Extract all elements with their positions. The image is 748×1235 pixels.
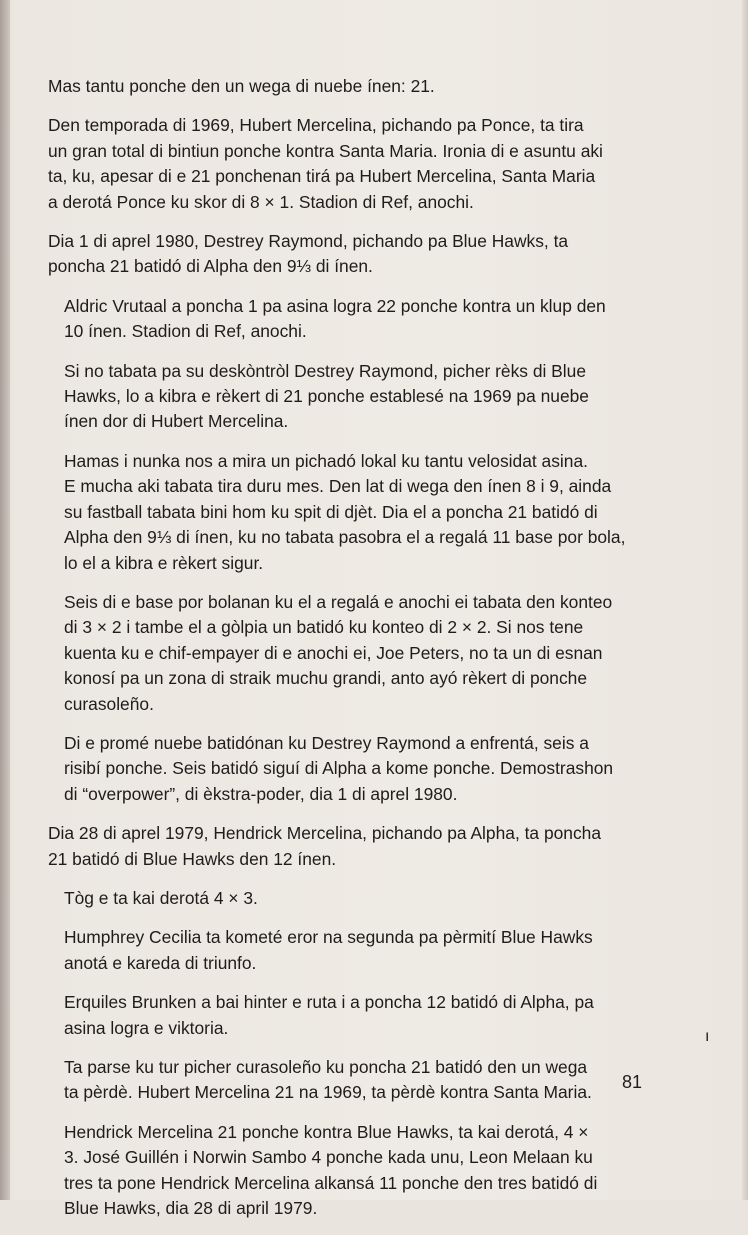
text-line: a derotá Ponce ku skor di 8 × 1. Stadion di Ref, anochi. (48, 191, 474, 212)
paragraph (48, 1120, 702, 1222)
text-line: Mas tantu ponche den un wega di nuebe ínen: 21. (48, 76, 435, 96)
text-line: kuenta ku e chif-empayer di e anochi ei, Joe Peters, no ta un di esnan (64, 642, 603, 663)
book-spine-shadow (0, 0, 10, 1200)
paragraph (48, 990, 702, 1041)
text-line: Den temporada di 1969, Hubert Mercelina, pichando pa Ponce, ta tira (48, 115, 584, 136)
text-line: Di e promé nuebe batidónan ku Destrey Raymond a enfrentá, seis a (64, 732, 589, 753)
text-line: ínen dor di Hubert Mercelina. (64, 411, 289, 432)
text-line: ta, ku, apesar di e 21 ponchenan tirá pa Hubert Mercelina, Santa Maria (48, 166, 596, 187)
text-line: ta pèrdè. Hubert Mercelina 21 na 1969, ta pèrdè kontra Santa Maria. (64, 1082, 592, 1103)
text-line: Humphrey Cecilia ta kometé eror na segunda pa pèrmití Blue Hawks (64, 927, 593, 948)
body-text (48, 74, 702, 1235)
paragraph (48, 294, 702, 345)
text-line: Tòg e ta kai derotá 4 × 3. (64, 887, 258, 908)
text-line: Seis di e base por bolanan ku el a regalá e anochi ei tabata den konteo (64, 591, 613, 612)
text-line: lo el a kibra e rèkert sigur. (64, 552, 264, 573)
text-line: Hamas i nunka nos a mira un pichadó lokal ku tantu velosidat asina. (64, 450, 588, 471)
text-line: 3. José Guillén i Norwin Sambo 4 ponche kada unu, Leon Melaan ku (64, 1147, 593, 1168)
paragraph (48, 731, 702, 807)
paragraph (48, 886, 702, 911)
text-line: Blue Hawks, dia 28 di april 1979. (64, 1198, 318, 1219)
text-line: Aldric Vrutaal a poncha 1 pa asina logra 22 ponche kontra un klup den (64, 295, 606, 316)
text-line: tres ta pone Hendrick Mercelina alkansá 11 ponche den tres batidó di (64, 1172, 598, 1193)
text-line: risibí ponche. Seis batidó siguí di Alpha a kome ponche. Demostrashon (64, 758, 614, 779)
text-line: E mucha aki tabata tira duru mes. Den lat di wega den ínen 8 i 9, ainda (64, 476, 612, 497)
text-line: curasoleño. (64, 693, 154, 714)
page-edge (742, 0, 748, 1200)
text-line: su fastball tabata bini hom ku spit di djèt. Dia el a poncha 21 batidó di (64, 501, 598, 522)
text-line: Alpha den 9⅓ di ínen, ku no tabata pasobra el a regalá 11 base por bola, (64, 527, 626, 548)
text-line: Hawks, lo a kibra e rèkert di 21 ponche establesé na 1969 pa nuebe (64, 386, 589, 407)
text-line: Erquiles Brunken a bai hinter e ruta i a poncha 12 batidó di Alpha, pa (64, 992, 594, 1013)
text-line: Hendrick Mercelina 21 ponche kontra Blue Hawks, ta kai derotá, 4 × (64, 1121, 589, 1142)
paragraph (48, 590, 702, 717)
paragraph (48, 821, 702, 872)
stray-ink-mark: ı (705, 1028, 710, 1045)
text-line: anotá e kareda di triunfo. (64, 952, 257, 973)
paragraph (48, 925, 702, 976)
text-line: Dia 1 di aprel 1980, Destrey Raymond, pichando pa Blue Hawks, ta (48, 231, 569, 252)
text-line: 21 batidó di Blue Hawks den 12 ínen. (48, 848, 337, 869)
text-line: un gran total di bintiun ponche kontra Santa Maria. Ironia di e asuntu aki (48, 140, 603, 161)
paragraph (48, 359, 702, 435)
text-line: di “overpower”, di èkstra-poder, dia 1 di aprel 1980. (64, 783, 458, 804)
page-number: 81 (622, 1072, 643, 1092)
paragraph (48, 229, 702, 280)
text-line: poncha 21 batidó di Alpha den 9⅓ di ínen. (48, 256, 373, 277)
text-line: 10 ínen. Stadion di Ref, anochi. (64, 321, 307, 342)
paragraph (48, 1055, 702, 1106)
paragraph (48, 74, 702, 99)
paragraph (48, 449, 702, 576)
text-line: Ta parse ku tur picher curasoleño ku poncha 21 batidó den un wega (64, 1057, 588, 1077)
text-line: di 3 × 2 i tambe el a gòlpia un batidó ku konteo di 2 × 2. Si nos tene (64, 617, 584, 638)
text-line: asina logra e viktoria. (64, 1017, 229, 1038)
text-line: Si no tabata pa su deskòntròl Destrey Raymond, picher rèks di Blue (64, 360, 586, 381)
text-line: konosí pa un zona di straik muchu grandi, anto ayó rèkert di ponche (64, 668, 588, 689)
paragraph (48, 113, 702, 215)
text-line: Dia 28 di aprel 1979, Hendrick Mercelina, pichando pa Alpha, ta poncha (48, 823, 601, 844)
